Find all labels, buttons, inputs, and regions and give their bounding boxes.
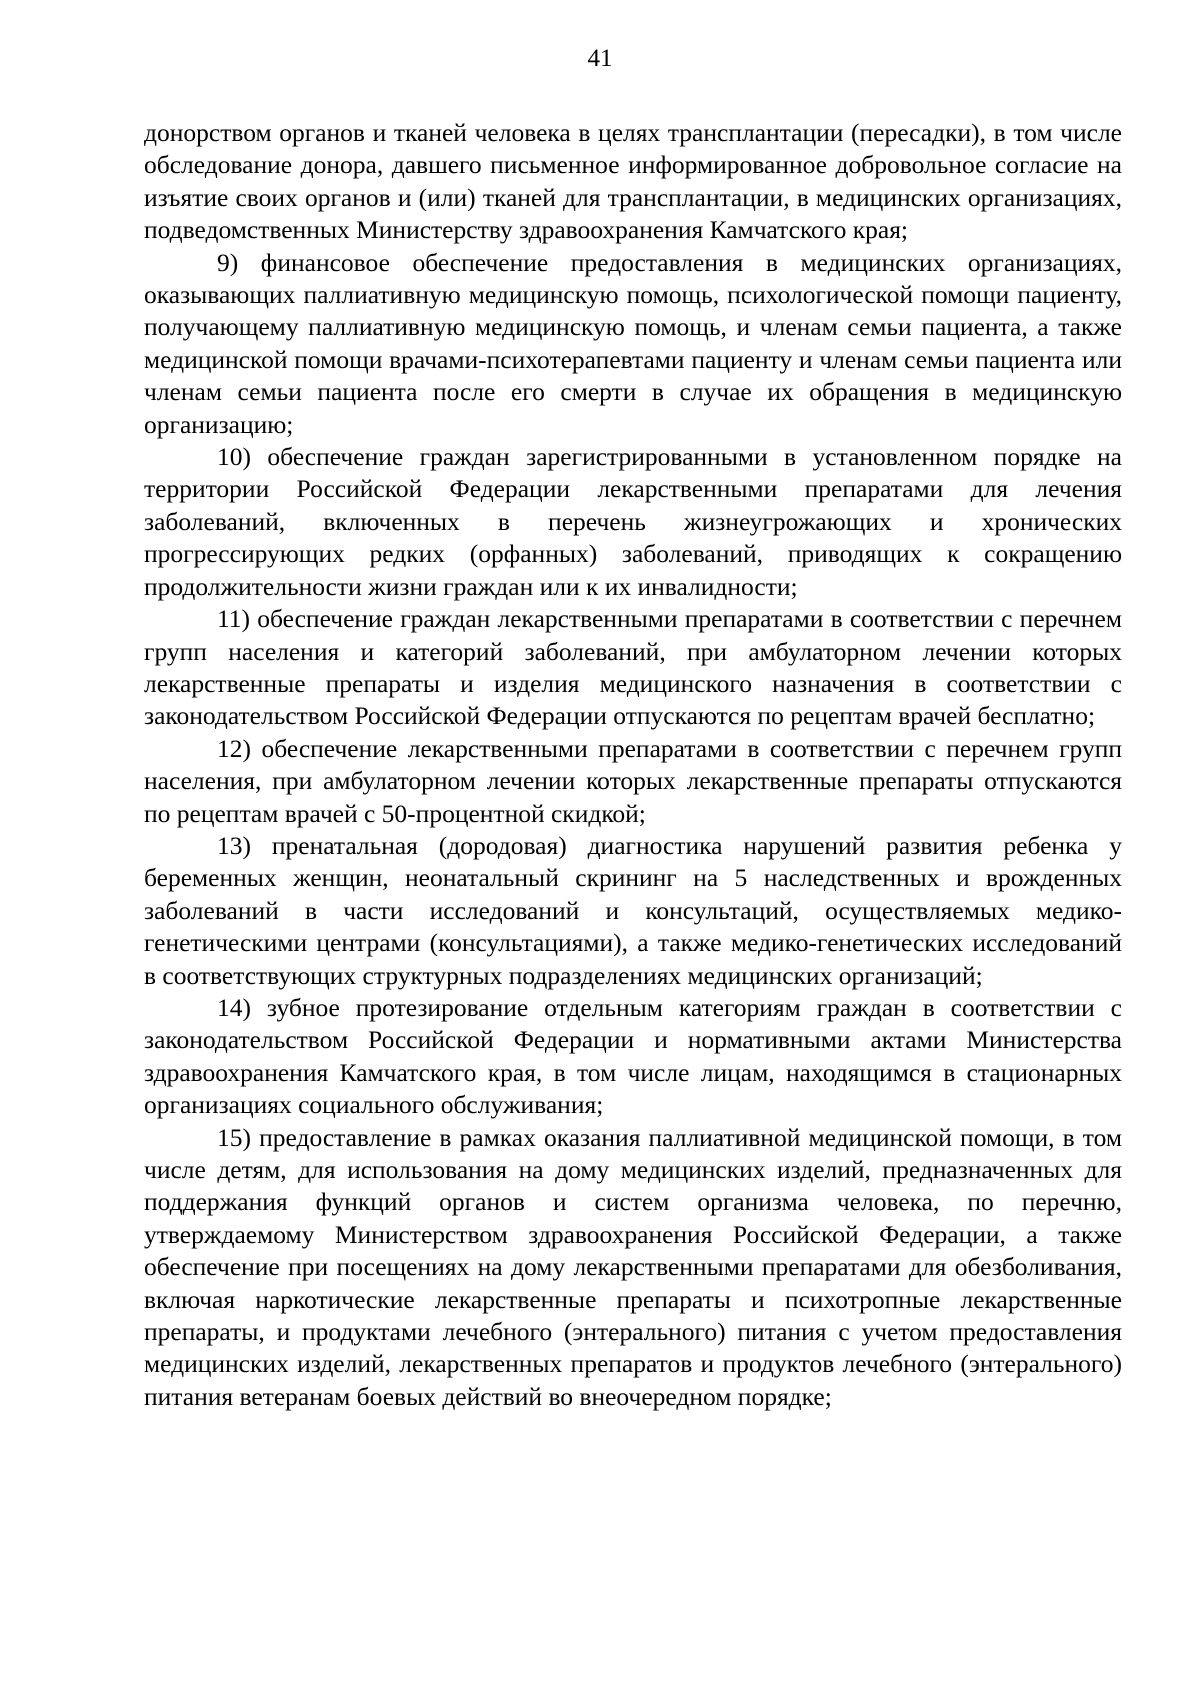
paragraph-item-13: 13) пренатальная (дородовая) диагностика нарушений развития ребенка у беременных женщин, неонатальный скрининг на 5 наследственных и врожденных заболеваний в части исследований и консультаций, осуществляемых медико-генетическими центрами (консультациями), а также медико-генетических исследований в соответствующих структурных подразделениях медицинских организаций; (144, 830, 1122, 990)
paragraph-item-10: 10) обеспечение граждан зарегистрированными в установленном порядке на территории Российской Федерации лекарственными препаратами для лечения заболеваний, включенных в перечень жизнеугрожающих и хронических прогрессирующих редких (орфанных) заболеваний, приводящих к сокращению продолжительности жизни граждан или к их инвалидности; (144, 442, 1122, 601)
paragraph-item-15: 15) предоставление в рамках оказания паллиативной медицинской помощи, в том числе детям, для использования на дому медицинских изделий, предназначенных для поддержания функций органов и систем организма человека, по перечню, утверждаемому Министерством здравоохранения Российской Федерации, а также обеспечение при посещениях на дому лекарственными препаратами для обезболивания, включая наркотические лекарственные препараты и психотропные лекарственные препараты, и продуктами лечебного (энтерального) питания с учетом предоставления медицинских изделий, лекарственных препаратов и продуктов лечебного (энтерального) питания ветеранам боевых действий во внеочередном порядке; (144, 1122, 1122, 1411)
paragraph-item-14: 14) зубное протезирование отдельным категориям граждан в соответствии с законодательством Российской Федерации и нормативными актами Министерства здравоохранения Камчатского края, в том числе лицам, находящимся в стационарных организациях социального обслуживания; (144, 992, 1122, 1120)
document-body (144, 117, 1122, 1413)
paragraph-item-11: 11) обеспечение граждан лекарственными препаратами в соответствии с перечнем групп населения и категорий заболеваний, при амбулаторном лечении которых лекарственные препараты и изделия медицинского назначения в соответствии с законодательством Российской Федерации отпускаются по рецептам врачей бесплатно; (144, 604, 1122, 731)
paragraph-continuation: донорством органов и тканей человека в целях трансплантации (пересадки), в том числе обследование донора, давшего письменное информированное добровольное согласие на изъятие своих органов и (или) тканей для трансплантации, в медицинских организациях, подведомственных Министерству здравоохранения Камчатского края; (144, 118, 1122, 245)
paragraph-item-9: 9) финансовое обеспечение предоставления в медицинских организациях, оказывающих паллиативную медицинскую помощь, психологической помощи пациенту, получающему паллиативную медицинскую помощь, и членам семьи пациента, а также медицинской помощи врачами-психотерапевтами пациенту и членам семьи пациента или членам семьи пациента после его смерти в случае их обращения в медицинскую организацию; (144, 247, 1122, 439)
page-number: 41 (587, 45, 613, 72)
paragraph-item-12: 12) обеспечение лекарственными препаратами в соответствии с перечнем групп населения, при амбулаторном лечении которых лекарственные препараты отпускаются по рецептам врачей с 50-процентной скидкой; (144, 733, 1122, 828)
